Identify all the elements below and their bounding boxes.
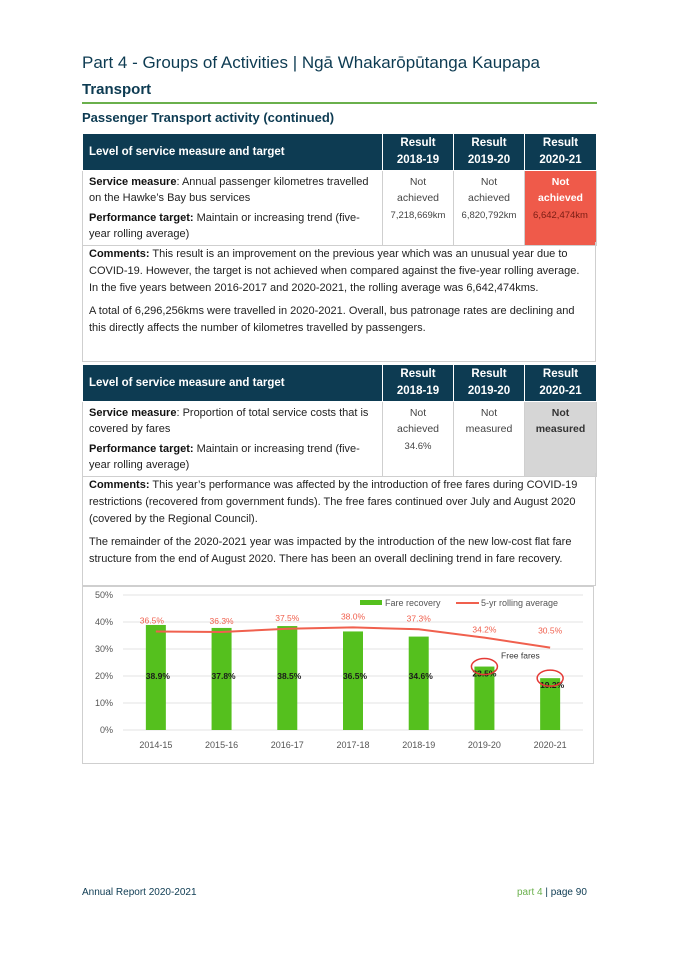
target-text: Maintain or increasing trend (five-year rolling average) (89, 443, 360, 471)
result-2020-21 (525, 171, 597, 246)
header-result-2018-19: Result 2018-19 (383, 134, 454, 171)
y-tick-label: 10% (94, 698, 113, 708)
x-tick-label: 2019-20 (467, 740, 501, 750)
result-value: 7,218,669km (390, 210, 446, 221)
line-data-label: 36.5% (139, 615, 164, 626)
header-measure: Level of service measure and target (83, 134, 383, 171)
fare-recovery-chart (82, 586, 594, 764)
target-label: Performance target: (89, 212, 194, 224)
footer-page: page 90 (550, 887, 587, 898)
measure-text: : Annual passenger kilometres travelled on the Hawke’s Bay bus services (89, 176, 369, 204)
y-tick-label: 0% (99, 725, 113, 735)
result-2018-19 (383, 171, 454, 246)
result-status: Not measured (465, 407, 513, 435)
target-label: Performance target: (89, 443, 194, 455)
chart-svg (83, 587, 593, 763)
y-tick-label: 30% (94, 644, 113, 654)
service-measure-table-2 (82, 364, 597, 477)
bar-data-label: 19.2% (540, 680, 565, 691)
header-result-2018-19: Result 2018-19 (383, 365, 454, 402)
line-data-label: 30.5% (538, 625, 563, 636)
header-result-2020-21: Result 2020-21 (525, 365, 597, 402)
result-2018-19 (383, 402, 454, 477)
service-measure-table-1 (82, 133, 597, 246)
bar-data-label: 38.9% (145, 671, 170, 681)
line-data-label: 34.2% (472, 624, 497, 635)
comment-paragraph: This year’s performance was affected by the introduction of free fares during COVID-19 restrictions (recovered from government funds). The free fares continued over July and August 2020 (covered by the Regional Council). (89, 479, 578, 525)
section-divider (82, 102, 597, 104)
measure-cell (83, 171, 383, 246)
x-tick-label: 2015-16 (205, 740, 239, 750)
measure-label: Service measure (89, 407, 177, 419)
target-text: Maintain or increasing trend (five-year rolling average) (89, 212, 360, 240)
y-tick-label: 50% (94, 590, 113, 600)
x-tick-label: 2016-17 (270, 740, 304, 750)
footer-part: part 4 (517, 887, 543, 898)
bar-fare-recovery (409, 637, 429, 730)
line-data-label: 36.3% (209, 615, 234, 626)
y-tick-label: 20% (94, 671, 113, 681)
result-status: Not measured (535, 407, 586, 435)
bar-data-label: 34.6% (408, 671, 433, 681)
activity-subtitle: Passenger Transport activity (continued) (82, 110, 335, 125)
header-result-2019-20: Result 2019-20 (454, 365, 525, 402)
x-tick-label: 2014-15 (139, 740, 173, 750)
x-tick-label: 2018-19 (402, 740, 436, 750)
x-tick-label: 2020-21 (533, 740, 567, 750)
bar-data-label: 38.5% (277, 671, 302, 681)
footer-report-title: Annual Report 2020-2021 (82, 887, 197, 898)
comments-label: Comments: (89, 248, 150, 260)
legend-swatch-fare-recovery (360, 600, 382, 605)
line-data-label: 37.5% (275, 612, 300, 623)
comment-paragraph: This result is an improvement on the previous year which was an unusual year due to COVID-19. However, the target is not achieved when compared against the five-year rolling average. In the five years between 2016-2017 and 2020-2021, the rolling average was 6,642,474kms. (89, 248, 580, 294)
annotation-free-fares: Free fares (501, 650, 540, 661)
comment-paragraph: A total of 6,296,256kms were travelled in 2020-2021. Overall, bus patronage rates are declining and this directly affects the number of kilometres travelled by passengers. (89, 305, 575, 334)
bar-data-label: 23.5% (472, 668, 497, 679)
bar-data-label: 36.5% (342, 671, 368, 681)
result-status: Not achieved (467, 176, 511, 204)
part-title: Part 4 - Groups of Activities | Ngā Whakarōpūtanga Kaupapa (82, 53, 541, 72)
result-status: Not achieved (396, 407, 440, 435)
header-result-2019-20: Result 2019-20 (454, 134, 525, 171)
result-value: 34.6% (404, 441, 432, 452)
result-2019-20 (454, 171, 525, 246)
line-data-label: 37.3% (406, 613, 431, 624)
result-value: 6,820,792km (461, 210, 517, 221)
section-title: Transport (82, 81, 152, 98)
comments-box-2 (82, 473, 596, 586)
comments-label: Comments: (89, 479, 150, 491)
result-2019-20 (454, 402, 525, 477)
measure-label: Service measure (89, 176, 177, 188)
bar-data-label: 37.8% (211, 671, 236, 681)
result-value: 6,642,474km (533, 210, 588, 221)
result-status: Not achieved (396, 176, 440, 204)
comment-paragraph: The remainder of the 2020-2021 year was impacted by the introduction of the new low-cost flat fare structure from the end of August 2020. There has been an overall declining trend in fare recovery. (89, 536, 572, 565)
measure-cell (83, 402, 383, 477)
footer-page-info (517, 887, 587, 898)
legend-label-fare-recovery: Fare recovery (385, 598, 441, 608)
comments-box-1 (82, 242, 596, 362)
measure-text: : Proportion of total service costs that is covered by fares (89, 407, 369, 435)
footer-separator: | (542, 887, 551, 898)
result-status: Not achieved (538, 176, 583, 204)
legend-label-rolling-average: 5-yr rolling average (481, 598, 559, 608)
result-2020-21 (525, 402, 597, 477)
line-data-label: 38.0% (340, 611, 366, 622)
header-measure: Level of service measure and target (83, 365, 383, 402)
header-result-2020-21: Result 2020-21 (525, 134, 597, 171)
y-tick-label: 40% (94, 617, 113, 627)
x-tick-label: 2017-18 (336, 740, 370, 750)
